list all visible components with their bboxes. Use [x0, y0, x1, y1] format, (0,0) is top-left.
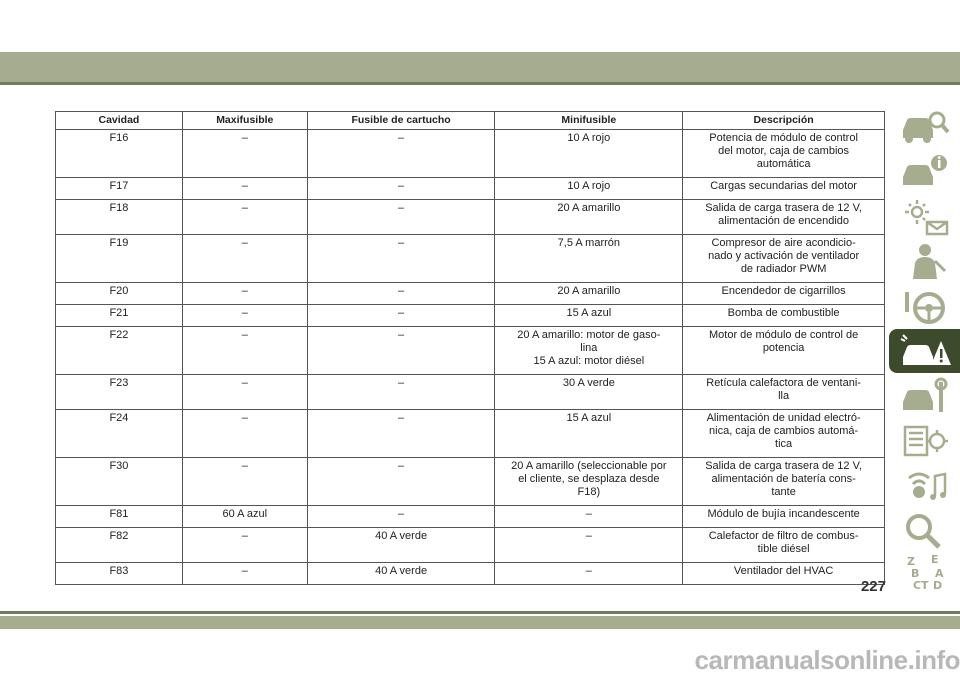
table-row: [56, 130, 885, 178]
cell-cavity: F17: [56, 178, 183, 200]
table-row: [56, 305, 885, 327]
cell-description: Retícula calefactora de ventani- lla: [683, 375, 885, 410]
cell-cartridge-fuse: –: [307, 200, 495, 235]
cell-maxifuse: –: [182, 235, 307, 283]
footer-rule: [0, 611, 960, 614]
cell-description: Encendedor de cigarrillos: [683, 283, 885, 305]
car-search-icon: [899, 106, 951, 146]
cell-minifuse: 20 A amarillo: [495, 283, 683, 305]
multimedia-icon: [899, 466, 951, 506]
tab-multimedia[interactable]: [889, 464, 960, 508]
table-row: [56, 410, 885, 458]
cell-minifuse: 20 A amarillo (seleccionable por el cliente, se desplaza desde F18): [495, 458, 683, 506]
cell-description: Ventilador del HVAC: [683, 563, 885, 585]
car-service-icon: [899, 376, 951, 416]
table-row: [56, 375, 885, 410]
cell-cavity: F23: [56, 375, 183, 410]
cell-cavity: F18: [56, 200, 183, 235]
tab-in-case-of-emergency[interactable]: [889, 329, 960, 373]
cell-cartridge-fuse: –: [307, 130, 495, 178]
cell-cartridge-fuse: –: [307, 410, 495, 458]
cell-description: Salida de carga trasera de 12 V, alimentación de batería cons- tante: [683, 458, 885, 506]
table-row: [56, 200, 885, 235]
cell-description: Bomba de combustible: [683, 305, 885, 327]
alphabet-letter: E: [930, 553, 939, 566]
cell-minifuse: –: [495, 563, 683, 585]
cell-cartridge-fuse: –: [307, 327, 495, 375]
car-info-icon: [899, 151, 951, 191]
specifications-icon: [899, 421, 951, 461]
alphabet-letter: B: [910, 567, 919, 580]
cell-minifuse: 15 A azul: [495, 305, 683, 327]
table-row: [56, 506, 885, 528]
cell-cartridge-fuse: –: [307, 458, 495, 506]
tab-starting-driving[interactable]: [889, 284, 960, 328]
cell-description: Módulo de bujía incandescente: [683, 506, 885, 528]
cell-maxifuse: –: [182, 375, 307, 410]
cell-cavity: F24: [56, 410, 183, 458]
cell-minifuse: 7,5 A marrón: [495, 235, 683, 283]
watermark: carmanualsonline.info: [694, 645, 960, 675]
cell-cartridge-fuse: –: [307, 375, 495, 410]
cell-description: Calefactor de filtro de combus- tible diésel: [683, 528, 885, 563]
cell-maxifuse: –: [182, 130, 307, 178]
cell-cartridge-fuse: –: [307, 283, 495, 305]
warning-lights-icon: [899, 196, 951, 236]
cell-cartridge-fuse: –: [307, 235, 495, 283]
tab-warning-lights[interactable]: [889, 194, 960, 238]
alphabet-letter: A: [934, 567, 944, 580]
cell-maxifuse: –: [182, 458, 307, 506]
cell-cartridge-fuse: –: [307, 506, 495, 528]
cell-cavity: F81: [56, 506, 183, 528]
table-row: [56, 235, 885, 283]
cell-maxifuse: –: [182, 200, 307, 235]
cell-cavity: F16: [56, 130, 183, 178]
column-header-cavity: Cavidad: [56, 112, 183, 130]
header-rule: [0, 82, 960, 85]
table-row: [56, 283, 885, 305]
alphabet-letter: T: [920, 579, 929, 592]
table-row: [56, 178, 885, 200]
airbag-person-icon: [899, 241, 951, 281]
tab-alphabetical-index[interactable]: [889, 551, 960, 595]
cell-description: Compresor de aire acondicio- nado y activación de ventilador de radiador PWM: [683, 235, 885, 283]
steering-wheel-icon: [899, 286, 951, 326]
column-header-minifuse: Minifusible: [495, 112, 683, 130]
table-row: [56, 458, 885, 506]
tab-index[interactable]: [889, 509, 960, 553]
cell-description: Motor de módulo de control de potencia: [683, 327, 885, 375]
chapter-sidebar: [889, 100, 960, 595]
tab-dashboard[interactable]: [889, 149, 960, 193]
cell-cavity: F21: [56, 305, 183, 327]
cell-description: Salida de carga trasera de 12 V, alimentación de encendido: [683, 200, 885, 235]
cell-maxifuse: –: [182, 178, 307, 200]
cell-cavity: F22: [56, 327, 183, 375]
cell-maxifuse: –: [182, 283, 307, 305]
cell-minifuse: –: [495, 506, 683, 528]
cell-maxifuse: –: [182, 563, 307, 585]
tab-know-your-vehicle[interactable]: [889, 104, 960, 148]
alphabet-index-icon: [899, 553, 951, 593]
footer-band: [0, 616, 960, 629]
fuse-table: [55, 111, 885, 585]
cell-minifuse: 20 A amarillo: [495, 200, 683, 235]
cell-cavity: F30: [56, 458, 183, 506]
index-search-icon: [899, 511, 951, 551]
cell-description: Alimentación de unidad electró- nica, caja de cambios automá- tica: [683, 410, 885, 458]
tab-servicing[interactable]: [889, 374, 960, 418]
alphabet-letter: C: [912, 579, 921, 592]
table-row: [56, 528, 885, 563]
column-header-description: Descripción: [683, 112, 885, 130]
cell-maxifuse: –: [182, 327, 307, 375]
column-header-cartridge-fuse: Fusible de cartucho: [307, 112, 495, 130]
cell-minifuse: 10 A rojo: [495, 178, 683, 200]
cell-minifuse: 10 A rojo: [495, 130, 683, 178]
cell-maxifuse: –: [182, 305, 307, 327]
page-number: 227: [860, 578, 886, 595]
cell-minifuse: –: [495, 528, 683, 563]
cell-cartridge-fuse: 40 A verde: [307, 528, 495, 563]
cell-cavity: F83: [56, 563, 183, 585]
cell-cartridge-fuse: –: [307, 178, 495, 200]
cell-minifuse: 15 A azul: [495, 410, 683, 458]
table-header-row: [56, 112, 885, 130]
table-row: [56, 563, 885, 585]
cell-cavity: F20: [56, 283, 183, 305]
cell-maxifuse: –: [182, 528, 307, 563]
cell-description: Potencia de módulo de control del motor, caja de cambios automática: [683, 130, 885, 178]
cell-cartridge-fuse: 40 A verde: [307, 563, 495, 585]
table-row: [56, 327, 885, 375]
tab-specifications[interactable]: [889, 419, 960, 463]
cell-description: Cargas secundarias del motor: [683, 178, 885, 200]
header-band: [0, 52, 960, 82]
cell-cavity: F82: [56, 528, 183, 563]
cell-minifuse: 30 A verde: [495, 375, 683, 410]
tab-safety[interactable]: [889, 239, 960, 283]
cell-maxifuse: 60 A azul: [182, 506, 307, 528]
alphabet-letter: Z: [906, 555, 915, 568]
column-header-maxifuse: Maxifusible: [182, 112, 307, 130]
car-emergency-icon: [899, 331, 951, 371]
cell-cartridge-fuse: –: [307, 305, 495, 327]
cell-cavity: F19: [56, 235, 183, 283]
alphabet-letter: D: [932, 579, 942, 592]
cell-maxifuse: –: [182, 410, 307, 458]
cell-minifuse: 20 A amarillo: motor de gaso- lina 15 A azul: motor diésel: [495, 327, 683, 375]
